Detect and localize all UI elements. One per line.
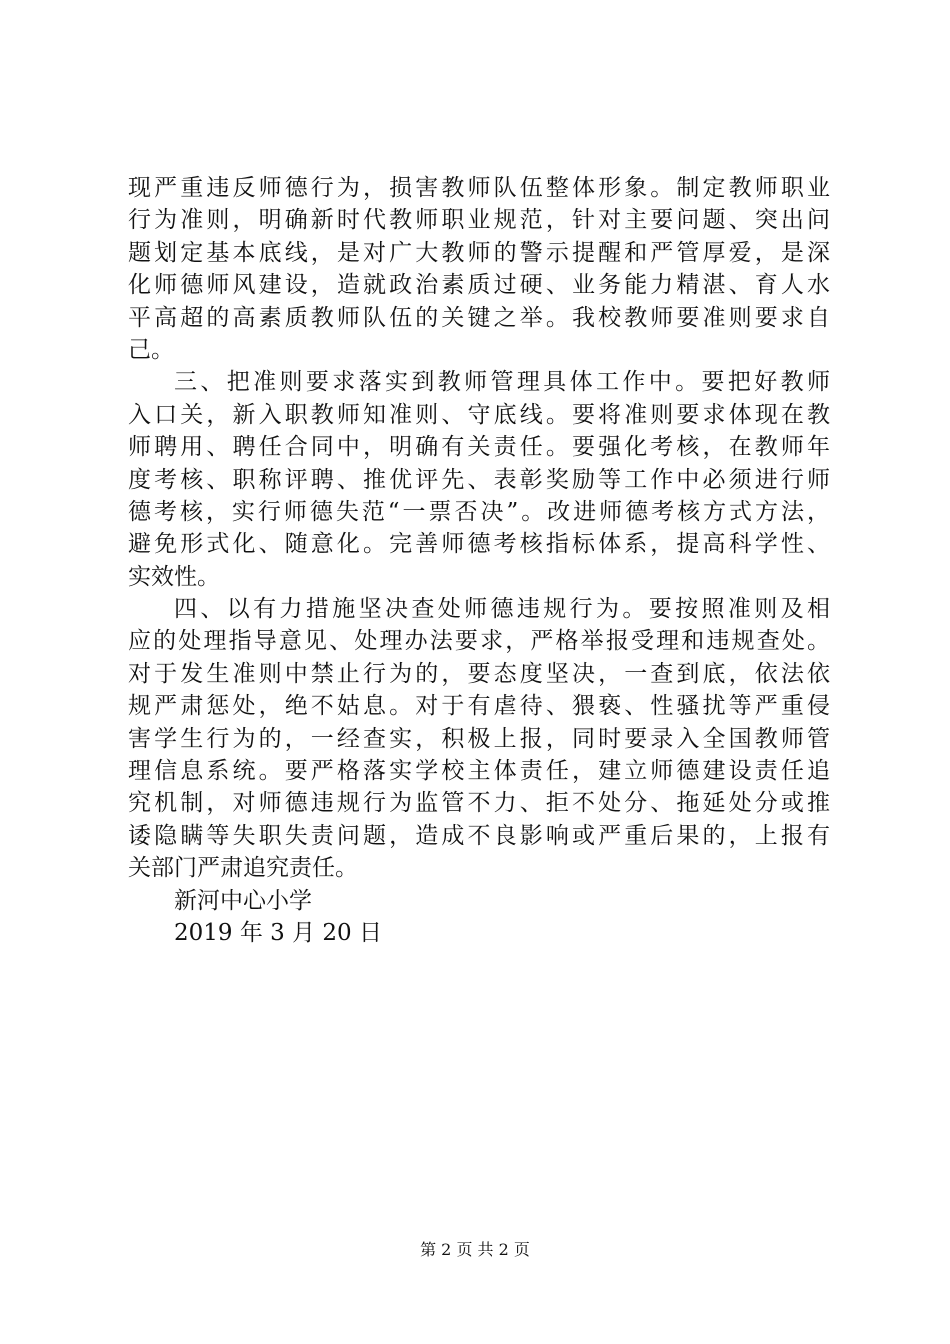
text-line: 德考核，实行师德失范“一票否决”。改进师德考核方式方法， [128,498,830,525]
signature-date: 2019 年 3 月 20 日 [174,919,382,946]
text-line: 对于发生准则中禁止行为的，要态度坚决，一查到底，依法依 [128,660,830,687]
text-line: 师聘用、聘任合同中，明确有关责任。要强化考核，在教师年 [128,434,830,461]
signature-block [128,885,830,950]
text-line: 平高超的高素质教师队伍的关键之举。我校教师要准则要求自 [128,304,830,331]
document-body [128,172,830,949]
text-line: 实效性。 [128,563,220,590]
text-line: 四、以有力措施坚决查处师德违规行为。要按照准则及相 [174,596,830,623]
text-line: 诿隐瞒等失职失责问题，造成不良影响或严重后果的，上报有 [128,822,830,849]
text-line: 题划定基本底线，是对广大教师的警示提醒和严管厚爱，是深 [128,239,830,266]
text-line: 行为准则，明确新时代教师职业规范，针对主要问题、突出问 [128,207,830,234]
page-number-footer: 第 2 页 共 2 页 [420,1240,530,1259]
text-line: 害学生行为的，一经查实，积极上报，同时要录入全国教师管 [128,725,830,752]
signature-organization: 新河中心小学 [174,887,312,914]
text-line: 避免形式化、随意化。完善师德考核指标体系，提高科学性、 [128,531,830,558]
paragraph-section-three [128,366,830,593]
paragraph-continuation [128,172,830,366]
paragraph-section-four [128,593,830,885]
text-line: 入口关，新入职教师知准则、守底线。要将准则要求体现在教 [128,401,830,428]
text-line: 关部门严肃追究责任。 [128,855,358,882]
text-line: 己。 [128,336,174,363]
text-line: 三、把准则要求落实到教师管理具体工作中。要把好教师 [174,369,830,396]
text-line: 规严肃惩处，绝不姑息。对于有虐待、猥亵、性骚扰等严重侵 [128,693,830,720]
text-line: 应的处理指导意见、处理办法要求，严格举报受理和违规查处。 [128,628,830,655]
text-line: 理信息系统。要严格落实学校主体责任，建立师德建设责任追 [128,758,830,785]
text-line: 度考核、职称评聘、推优评先、表彰奖励等工作中必须进行师 [128,466,830,493]
text-line: 究机制，对师德违规行为监管不力、拒不处分、拖延处分或推 [128,790,830,817]
text-line: 化师德师风建设，造就政治素质过硬、业务能力精湛、育人水 [128,272,830,299]
text-line: 现严重违反师德行为，损害教师队伍整体形象。制定教师职业 [128,175,830,201]
